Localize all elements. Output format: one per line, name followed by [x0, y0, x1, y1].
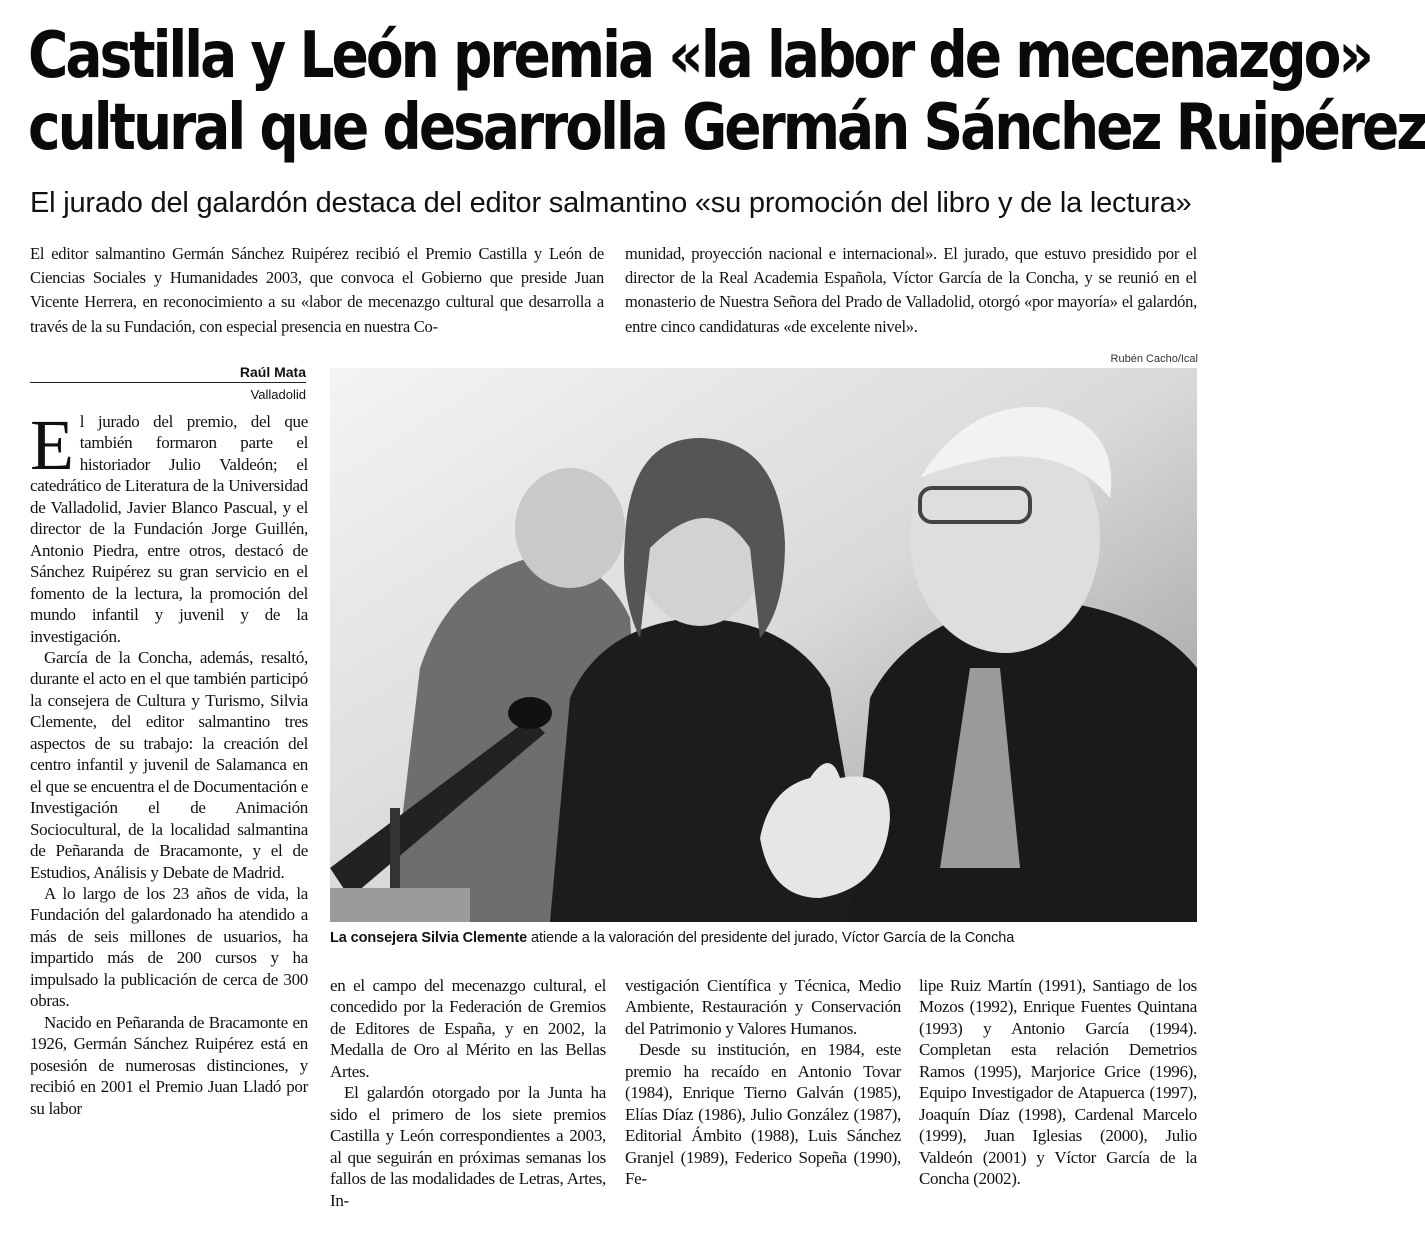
lead-paragraph-right: munidad, proyección nacional e internacional». El jurado, que estuvo presidido por el director de la Real Academia Española, Víctor García de la Concha, y se reunió en el monasterio de Nuestra Señora del Prado de Valladolid, otorgó «por mayoría» el galardón, entre cinco candidaturas «de excelente nivel».	[625, 244, 1197, 336]
body-paragraph: Nacido en Peñaranda de Bracamonte en 1926, Germán Sánchez Ruipérez está en posesión de numerosas distinciones, y recibió en 2001 el Premio Juan Lladó por su labor	[30, 1012, 308, 1118]
drop-cap: E	[30, 405, 74, 485]
body-paragraph: El jurado del premio, del que también formaron parte el historiador Julio Valdeón; el catedrático de Literatura de la Universidad de Valladolid, Javier Blanco Pascual, y el director de la Fundación Jorge Guillén, Antonio Piedra, entre otros, destacó de Sánchez Ruipérez su gran servicio en el fomento de la lectura, la promoción del mundo infantil y juvenil y de la investigación.	[30, 405, 308, 646]
photo-credit: Rubén Cacho/Ical	[1110, 353, 1198, 365]
photo-caption	[330, 930, 1200, 946]
subheadline: El jurado del galardón destaca del editor salmantino «su promoción del libro y de la lectura»	[30, 187, 1192, 219]
body-column-3	[625, 975, 901, 1190]
body-paragraph: Desde su institución, en 1984, este premio ha recaído en Antonio Tovar (1984), Enrique Tierno Galván (1985), Elías Díaz (1986), Julio González (1987), Editorial Ámbito (1988), Luis Sánchez Granjel (1989), Federico Sopeña (1990), Fe-	[625, 1040, 901, 1189]
body-column-4	[919, 975, 1197, 1190]
body-paragraph: lipe Ruiz Martín (1991), Santiago de los Mozos (1992), Enrique Fuentes Quintana (1993) y Antonio García (1994). Completan esta relación Demetrios Ramos (1995), Marjorice Grice (1996), Equipo Investigador de Atapuerca (1997), Joaquín Díaz (1998), Cardenal Marcelo (1999), Juan Iglesias (2000), Julio Valdeón (2001) y Víctor García de la Concha (2002).	[919, 976, 1197, 1189]
news-photo	[330, 368, 1197, 922]
headline	[28, 19, 1425, 165]
body-paragraph: García de la Concha, además, resaltó, durante el acto en el que también participó la consejera de Cultura y Turismo, Silvia Clemente, del editor salmantino tres aspectos de su trabajo: la creación del centro infantil y juvenil de Salamanca en el que se encuentra el de Documentación e Investigación el de Animación Sociocultural, de la localidad salmantina de Peñaranda de Bracamonte, y el de Estudios, Análisis y Debate de Madrid.	[30, 647, 308, 882]
caption-bold: La consejera Silvia Clemente	[330, 930, 528, 946]
body-paragraph: El galardón otorgado por la Junta ha sido el primero de los siete premios Castilla y León correspondientes a 2003, al que seguirán en próximas semanas los fallos de las modalidades de Letras, Artes, In-	[330, 1083, 606, 1210]
news-photo-illustration	[330, 368, 1197, 922]
headline-line-1: Castilla y León premia «la labor de mecenazgo»	[28, 19, 1371, 93]
dateline-location: Valladolid	[250, 387, 306, 402]
body-column-1	[30, 405, 308, 1119]
headline-line-2: cultural que desarrolla Germán Sánchez Ruipérez	[28, 91, 1425, 165]
author-byline: Raúl Mata	[30, 364, 306, 383]
caption-text: atiende a la valoración del presidente del jurado, Víctor García de la Concha	[527, 930, 1015, 946]
body-paragraph: en el campo del mecenazgo cultural, el concedido por la Federación de Gremios de Editores de España, y en 2002, la Medalla de Oro al Mérito en las Bellas Artes.	[330, 976, 606, 1081]
body-paragraph: A lo largo de los 23 años de vida, la Fundación del galardonado ha atendido a más de seis millones de usuarios, ha impartido más de 200 cursos y ha impulsado la publicación de cerca de 300 obras.	[30, 883, 308, 1011]
body-column-2	[330, 975, 606, 1211]
lead-paragraph-left: El editor salmantino Germán Sánchez Ruipérez recibió el Premio Castilla y León de Ciencias Sociales y Humanidades 2003, que convoca el Gobierno que preside Juan Vicente Herrera, en reconocimiento a su «labor de mecenazgo cultural que desarrolla a través de la su Fundación, con especial presencia en nuestra Co-	[30, 244, 604, 336]
body-paragraph: vestigación Científica y Técnica, Medio Ambiente, Restauración y Conservación del Patrimonio y Valores Humanos.	[625, 976, 901, 1038]
